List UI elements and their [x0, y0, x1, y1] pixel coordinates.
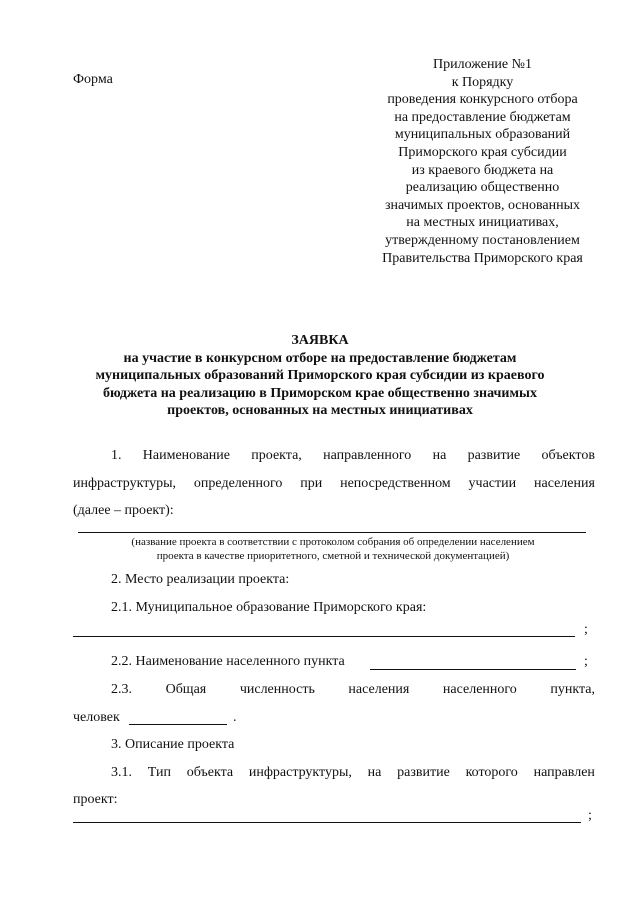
- word: развитие: [467, 448, 521, 463]
- word: объекта: [186, 765, 234, 780]
- word: непосредственном: [340, 476, 451, 491]
- semicolon: ;: [584, 654, 588, 669]
- item-2-3-tail: человек: [73, 710, 120, 725]
- section1-line3: (далее – проект):: [73, 503, 174, 518]
- word: которого: [465, 765, 518, 780]
- appendix-line: Приложение №1: [433, 57, 532, 72]
- word: 2.3.: [111, 682, 132, 697]
- section2-title: 2. Место реализации проекта:: [111, 572, 290, 587]
- project-name-note: [78, 535, 588, 563]
- word: на: [432, 448, 447, 463]
- word: на: [367, 765, 382, 780]
- word: 1.: [111, 448, 122, 463]
- word: Тип: [147, 765, 171, 780]
- note-line: (название проекта в соответствии с протоколом собрания об определении населением: [131, 536, 535, 548]
- word: проекта,: [251, 448, 302, 463]
- word: 3.1.: [111, 765, 132, 780]
- word: населенного: [442, 682, 517, 697]
- word: инфраструктуры,: [248, 765, 352, 780]
- item-2-3-line1: [111, 682, 595, 698]
- item-3-1-line1: [111, 765, 595, 781]
- appendix-line: на предоставление бюджетам: [394, 109, 571, 125]
- title-line: на участие в конкурсном отборе на предоставление бюджетам: [123, 350, 517, 366]
- word: населения: [534, 476, 595, 491]
- appendix-line: на местных инициативах,: [406, 215, 559, 231]
- word: Наименование: [142, 448, 231, 463]
- word: при: [300, 476, 323, 491]
- population-line[interactable]: [129, 724, 227, 725]
- appendix-line: реализацию общественно: [405, 180, 560, 196]
- appendix-line: значимых проектов, основанных: [384, 197, 581, 213]
- period: .: [233, 710, 237, 725]
- municipality-line[interactable]: [73, 636, 575, 637]
- word: участии: [468, 476, 517, 491]
- section1-line2: [73, 476, 595, 492]
- word: инфраструктуры,: [73, 476, 177, 491]
- semicolon: ;: [584, 622, 588, 637]
- word: населения: [348, 682, 410, 697]
- appendix-block: [360, 56, 605, 267]
- word: развитие: [397, 765, 450, 780]
- item-2-2: 2.2. Наименование населенного пункта: [111, 654, 345, 669]
- title-line: муниципальных образований Приморского края субсидии из краевого: [95, 368, 545, 384]
- word: Общая: [165, 682, 207, 697]
- item-3-1-tail: проект:: [73, 792, 118, 807]
- word: определенного: [193, 476, 283, 491]
- infrastructure-type-line[interactable]: [73, 822, 581, 823]
- settlement-line[interactable]: [370, 669, 576, 670]
- section3-title: 3. Описание проекта: [111, 737, 235, 752]
- section1-line1: [111, 448, 595, 464]
- appendix-line: к Порядку: [451, 74, 514, 90]
- semicolon: ;: [588, 808, 592, 823]
- word: численность: [239, 682, 315, 697]
- document-title: [60, 332, 580, 420]
- word: направлен: [533, 765, 595, 780]
- title-line: проектов, основанных на местных инициативах: [167, 403, 473, 419]
- word: объектов: [541, 448, 595, 463]
- appendix-line: из краевого бюджета на: [411, 162, 554, 178]
- item-2-1: 2.1. Муниципальное образование Приморского края:: [111, 600, 427, 615]
- appendix-line: проведения конкурсного отбора: [387, 92, 578, 108]
- project-name-line[interactable]: [78, 532, 586, 533]
- appendix-line: Приморского края субсидии: [398, 144, 567, 160]
- appendix-line: муниципальных образований: [394, 127, 571, 143]
- note-line: проекта в качестве приоритетного, сметной и технической документацией): [156, 550, 510, 562]
- appendix-line: утвержденному постановлением: [385, 232, 580, 248]
- word: направленного: [323, 448, 412, 463]
- appendix-line: Правительства Приморского края: [382, 250, 583, 266]
- title-heading: ЗАЯВКА: [291, 333, 349, 348]
- word: пункта,: [550, 682, 595, 697]
- title-line: бюджета на реализацию в Приморском крае общественно значимых: [103, 385, 537, 401]
- form-label: Форма: [73, 72, 113, 87]
